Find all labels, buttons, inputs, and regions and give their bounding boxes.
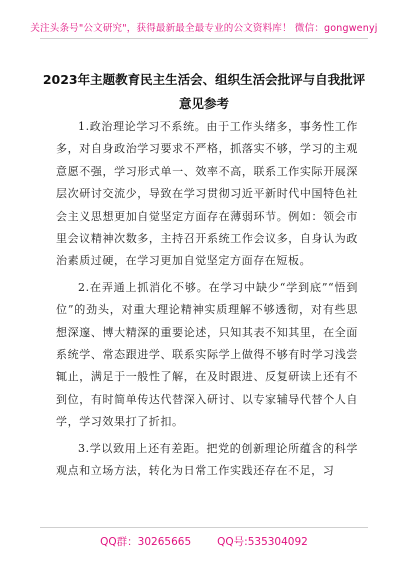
footer-divider [40,527,368,528]
header-promo-note: 关注头条号"公文研究"，获得最新最全最专业的公文资料库！ 微信：gongwenyj [30,23,378,34]
document-title: 2023年主题教育民主生活会、组织生活会批评与自我批评意见参考 [42,72,366,111]
header-divider [40,38,368,39]
paragraph-2: 2.在弄通上抓消化不够。在学习中缺少“学到底”“悟到位”的劲头，对重大理论精神实质理解不够透彻，对有些思想深邃、博大精深的重要论述，只知其表不知其里，在全面系统学、常态跟进学、联系实际学上做得不够有时学习浅尝辄止，满足于一般性了解，在及时跟进、反复研读上还有不到位，有时简单传达代替深入研讨、以专家辅导代替个人自学，学习效果打了折扣。 [56,280,358,429]
footer-qq-number: QQ号:535304092 [217,536,308,548]
footer-qq-group: QQ群：30265665 [100,536,192,548]
paragraph-1: 1.政治理论学习不系统。由于工作头绪多，事务性工作多，对自身政治学习要求不严格，抓落实不够，学习的主观意愿不强，学习形式单一、效率不高，联系工作实际开展深层次研讨交流少，导致在学习贯彻习近平新时代中国特色社会主义思想更加自觉坚定方面存在薄弱环节。例如：领会市里会议精神次数多，主持召开系统工作会议多，自身认为政治素质过硬，在学习更加自觉坚定方面存在短板。 [56,120,358,268]
paragraph-3: 3.学以致用上还有差距。把党的创新理论所蕴含的科学观点和立场方法，转化为日常工作实践还存在不足，习 [56,441,358,478]
document-body [56,116,358,487]
footer-contact [0,534,408,549]
